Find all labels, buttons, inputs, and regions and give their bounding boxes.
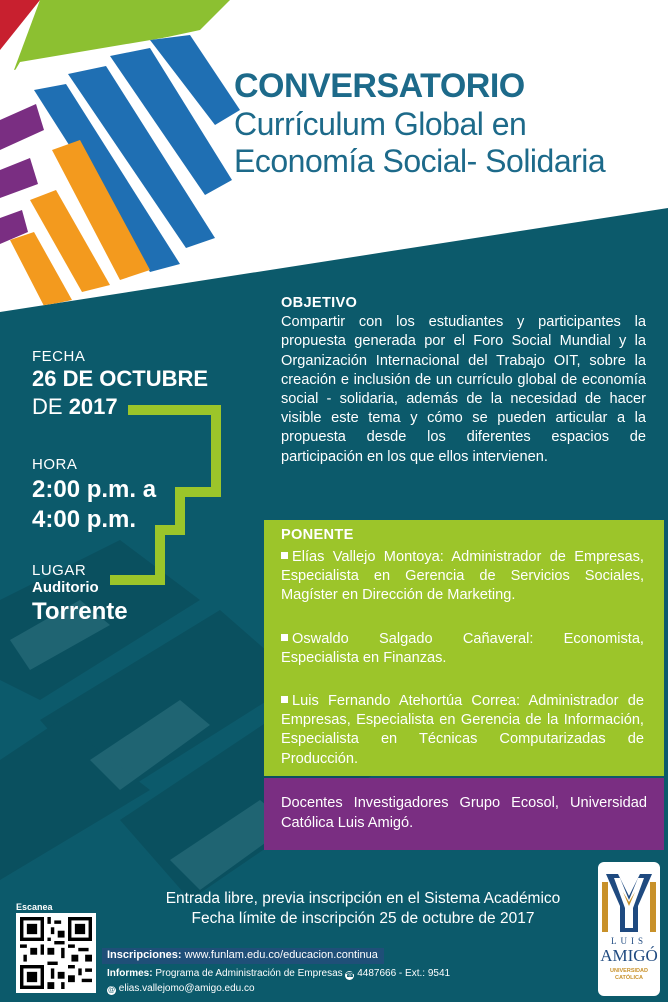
event-type-title: CONVERSATORIO [234, 67, 525, 105]
qr-code[interactable] [16, 913, 96, 993]
inscripciones-line [107, 949, 378, 961]
email-address[interactable]: elias.vallejomo@amigo.edu.co [118, 983, 255, 994]
fecha-label: FECHA [32, 348, 86, 365]
lugar-name: Torrente [32, 598, 128, 625]
speaker-text: Luis Fernando Atehortúa Correa: Administrador de Empresas, Especialista en Gerencia de la Información, Especialista en Técnicas Computarizadas de Producción. [281, 693, 644, 767]
event-title-line-1: Currículum Global en [234, 106, 527, 142]
hora-end: 4:00 p.m. [32, 506, 137, 533]
fecha-day: 26 DE OCTUBRE [32, 366, 209, 391]
logo-text-luis: LUIS [611, 936, 647, 946]
entrada-block [90, 889, 636, 929]
fecha-year-line [32, 393, 208, 421]
title-block [234, 66, 664, 180]
inscripciones-url[interactable]: www.funlam.edu.co/educacion.continua [184, 949, 378, 961]
fecha-block [32, 348, 208, 421]
qr-code-icon [20, 917, 92, 989]
informes-phone: 4487666 - Ext.: 9541 [357, 968, 451, 979]
ponente-panel [264, 520, 664, 776]
fecha-year: 2017 [68, 394, 118, 419]
bullet-icon [281, 634, 288, 641]
entrada-line-1: Entrada libre, previa inscripción en el Sistema Académico [165, 890, 561, 907]
objetivo-text: Compartir con los estudiantes y participantes la propuesta generada por el Foro Social Mundial y la Organización Internacional del Trabajo OIT, sobre la creación e inclusión de un currículo global de economía social - solidaria, además de la necesidad de hacer visible este tema y cómo se pueden articular a la propuesta desde los diferentes espacios de participación en los que ellos intervienen. [281, 314, 646, 465]
event-title-line-2: Economía Social- Solidaria [234, 143, 606, 179]
hora-block [32, 456, 156, 535]
speaker-item [281, 548, 644, 606]
fecha-de: DE [32, 394, 69, 419]
docentes-panel: Docentes Investigadores Grupo Ecosol, Universidad Católica Luis Amigó. [264, 778, 664, 850]
speaker-item [281, 630, 644, 668]
logo-text-universidad: UNIVERSIDAD CATÓLICA [610, 968, 648, 981]
inscripciones-label: Inscripciones: [107, 949, 182, 961]
objetivo-section [281, 294, 646, 467]
university-logo [598, 862, 660, 996]
informes-text: Programa de Administración de Empresas [155, 968, 343, 979]
speaker-item [281, 692, 644, 769]
university-logo-mark [598, 862, 660, 936]
entrada-line-2: Fecha límite de inscripción 25 de octubre de 2017 [191, 910, 535, 927]
ponente-heading: PONENTE [281, 527, 354, 543]
lugar-label: LUGAR [32, 562, 87, 579]
hora-label: HORA [32, 456, 78, 473]
mail-icon: @ [107, 987, 116, 994]
bullet-icon [281, 552, 288, 559]
logo-text-amigo: AMIGÓ [600, 946, 658, 965]
lugar-block [32, 562, 128, 628]
email-line [107, 983, 255, 995]
objetivo-heading: OBJETIVO [281, 295, 358, 311]
hora-start: 2:00 p.m. a [32, 476, 157, 503]
lugar-place: Auditorio [32, 579, 99, 596]
speaker-text: Elías Vallejo Montoya: Administrador de Empresas, Especialista en Gerencia de Servicios Sociales, Magíster en Dirección de Marketing. [281, 549, 644, 604]
phone-icon: ☎ [345, 972, 355, 979]
bullet-icon [281, 696, 288, 703]
qr-label: Escanea [16, 902, 53, 912]
speaker-text: Oswaldo Salgado Cañaveral: Economista, Especialista en Finanzas. [281, 631, 644, 667]
informes-label: Informes: [107, 968, 153, 979]
informes-line [107, 968, 450, 980]
